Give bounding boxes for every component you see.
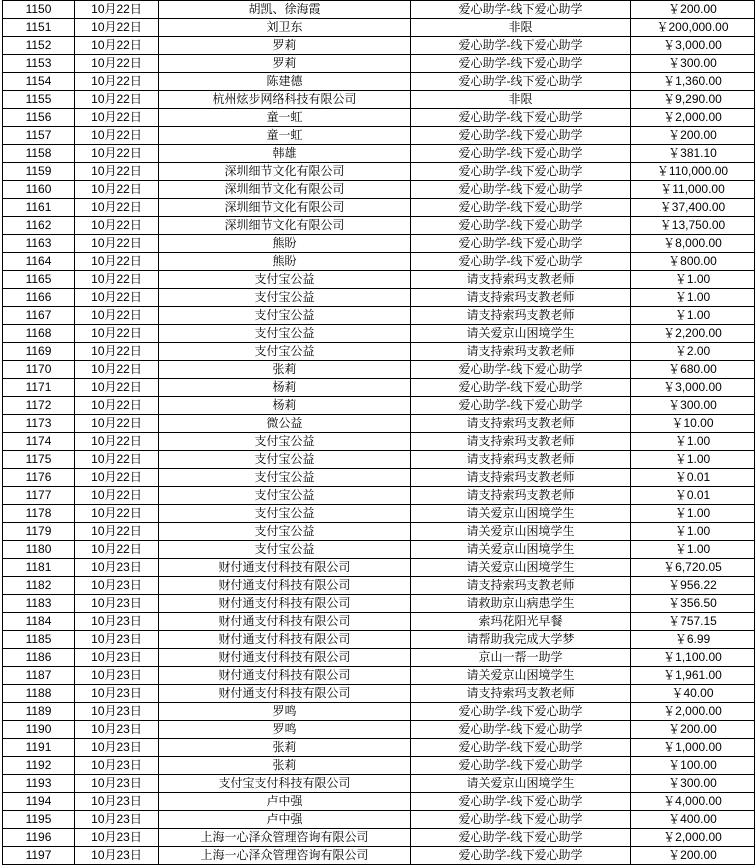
row-index: 1170 <box>3 361 75 379</box>
donation-project: 非限 <box>411 19 631 37</box>
table-row <box>3 199 755 217</box>
table-row <box>3 559 755 577</box>
donation-amount: ￥3,000.00 <box>631 37 755 55</box>
table-row <box>3 1 755 19</box>
donation-date: 10月23日 <box>75 757 159 775</box>
donation-amount: ￥11,000.00 <box>631 181 755 199</box>
row-index: 1174 <box>3 433 75 451</box>
donation-project: 爱心助学-线下爱心助学 <box>411 703 631 721</box>
donation-date: 10月22日 <box>75 361 159 379</box>
row-index: 1167 <box>3 307 75 325</box>
donation-amount: ￥13,750.00 <box>631 217 755 235</box>
donation-project: 请支持索玛支教老师 <box>411 271 631 289</box>
donation-project: 爱心助学-线下爱心助学 <box>411 199 631 217</box>
donor-name: 财付通支付科技有限公司 <box>159 559 411 577</box>
table-row <box>3 19 755 37</box>
donation-project: 京山一帮一助学 <box>411 649 631 667</box>
donation-date: 10月22日 <box>75 433 159 451</box>
donation-project: 请关爱京山困境学生 <box>411 667 631 685</box>
table-body <box>3 1 755 865</box>
donation-amount: ￥200.00 <box>631 721 755 739</box>
donation-project: 爱心助学-线下爱心助学 <box>411 793 631 811</box>
donation-amount: ￥1.00 <box>631 451 755 469</box>
table-row <box>3 289 755 307</box>
donation-amount: ￥300.00 <box>631 775 755 793</box>
table-row <box>3 739 755 757</box>
donor-name: 童一虹 <box>159 109 411 127</box>
table-row <box>3 379 755 397</box>
donor-name: 支付宝公益 <box>159 289 411 307</box>
donation-amount: ￥0.01 <box>631 469 755 487</box>
donor-name: 支付宝公益 <box>159 451 411 469</box>
row-index: 1158 <box>3 145 75 163</box>
donor-name: 财付通支付科技有限公司 <box>159 613 411 631</box>
row-index: 1192 <box>3 757 75 775</box>
donation-date: 10月23日 <box>75 703 159 721</box>
donation-project: 爱心助学-线下爱心助学 <box>411 1 631 19</box>
donation-date: 10月22日 <box>75 235 159 253</box>
donation-date: 10月23日 <box>75 667 159 685</box>
donation-date: 10月22日 <box>75 523 159 541</box>
donation-amount: ￥800.00 <box>631 253 755 271</box>
donation-date: 10月22日 <box>75 343 159 361</box>
donor-name: 熊盼 <box>159 235 411 253</box>
donation-project: 爱心助学-线下爱心助学 <box>411 379 631 397</box>
donation-date: 10月23日 <box>75 577 159 595</box>
donation-project: 请支持索玛支教老师 <box>411 469 631 487</box>
donation-project: 请支持索玛支教老师 <box>411 487 631 505</box>
donation-project: 爱心助学-线下爱心助学 <box>411 811 631 829</box>
donation-date: 10月23日 <box>75 721 159 739</box>
row-index: 1161 <box>3 199 75 217</box>
donation-date: 10月23日 <box>75 793 159 811</box>
donor-name: 罗莉 <box>159 37 411 55</box>
donor-name: 胡凯、徐海霞 <box>159 1 411 19</box>
table-row <box>3 541 755 559</box>
table-row <box>3 109 755 127</box>
donation-amount: ￥4,000.00 <box>631 793 755 811</box>
table-row <box>3 667 755 685</box>
donor-name: 财付通支付科技有限公司 <box>159 577 411 595</box>
donation-amount: ￥200,000.00 <box>631 19 755 37</box>
donation-project: 爱心助学-线下爱心助学 <box>411 73 631 91</box>
table-row <box>3 757 755 775</box>
donation-date: 10月22日 <box>75 127 159 145</box>
donation-project: 爱心助学-线下爱心助学 <box>411 55 631 73</box>
donation-project: 请关爱京山困境学生 <box>411 325 631 343</box>
donation-date: 10月22日 <box>75 217 159 235</box>
row-index: 1190 <box>3 721 75 739</box>
donation-amount: ￥300.00 <box>631 55 755 73</box>
donation-project: 爱心助学-线下爱心助学 <box>411 739 631 757</box>
donor-name: 深圳细节文化有限公司 <box>159 163 411 181</box>
donation-date: 10月22日 <box>75 1 159 19</box>
donation-date: 10月22日 <box>75 397 159 415</box>
row-index: 1172 <box>3 397 75 415</box>
donor-name: 深圳细节文化有限公司 <box>159 217 411 235</box>
row-index: 1152 <box>3 37 75 55</box>
row-index: 1178 <box>3 505 75 523</box>
donor-name: 张莉 <box>159 739 411 757</box>
donation-date: 10月22日 <box>75 541 159 559</box>
table-row <box>3 343 755 361</box>
donation-amount: ￥200.00 <box>631 1 755 19</box>
donor-name: 罗鸣 <box>159 703 411 721</box>
donation-project: 请支持索玛支教老师 <box>411 577 631 595</box>
row-index: 1165 <box>3 271 75 289</box>
donation-date: 10月22日 <box>75 469 159 487</box>
donation-project: 请救助京山病患学生 <box>411 595 631 613</box>
donation-amount: ￥100.00 <box>631 757 755 775</box>
donation-project: 爱心助学-线下爱心助学 <box>411 721 631 739</box>
donation-date: 10月22日 <box>75 271 159 289</box>
table-row <box>3 37 755 55</box>
donor-name: 深圳细节文化有限公司 <box>159 181 411 199</box>
donation-project: 爱心助学-线下爱心助学 <box>411 217 631 235</box>
table-row <box>3 829 755 847</box>
donation-project: 爱心助学-线下爱心助学 <box>411 253 631 271</box>
donation-amount: ￥1,000.00 <box>631 739 755 757</box>
row-index: 1162 <box>3 217 75 235</box>
donation-amount: ￥1.00 <box>631 433 755 451</box>
donation-amount: ￥9,290.00 <box>631 91 755 109</box>
row-index: 1179 <box>3 523 75 541</box>
donation-date: 10月22日 <box>75 55 159 73</box>
donation-date: 10月22日 <box>75 181 159 199</box>
donation-date: 10月22日 <box>75 109 159 127</box>
table-row <box>3 451 755 469</box>
table-row <box>3 415 755 433</box>
donation-project: 请关爱京山困境学生 <box>411 775 631 793</box>
row-index: 1176 <box>3 469 75 487</box>
donation-amount: ￥110,000.00 <box>631 163 755 181</box>
row-index: 1186 <box>3 649 75 667</box>
table-row <box>3 91 755 109</box>
donation-amount: ￥1.00 <box>631 271 755 289</box>
row-index: 1156 <box>3 109 75 127</box>
donation-amount: ￥1,360.00 <box>631 73 755 91</box>
donor-name: 上海一心泽众管理咨询有限公司 <box>159 847 411 865</box>
row-index: 1177 <box>3 487 75 505</box>
donation-project: 请帮助我完成大学梦 <box>411 631 631 649</box>
donor-name: 微公益 <box>159 415 411 433</box>
donation-amount: ￥1.00 <box>631 541 755 559</box>
donation-project: 非限 <box>411 91 631 109</box>
donation-project: 爱心助学-线下爱心助学 <box>411 109 631 127</box>
row-index: 1188 <box>3 685 75 703</box>
donor-name: 卢中强 <box>159 811 411 829</box>
row-index: 1157 <box>3 127 75 145</box>
donation-amount: ￥200.00 <box>631 127 755 145</box>
donation-date: 10月22日 <box>75 379 159 397</box>
donor-name: 支付宝公益 <box>159 487 411 505</box>
donor-name: 财付通支付科技有限公司 <box>159 685 411 703</box>
table-row <box>3 361 755 379</box>
donation-amount: ￥40.00 <box>631 685 755 703</box>
donation-date: 10月23日 <box>75 811 159 829</box>
donation-date: 10月23日 <box>75 775 159 793</box>
donation-date: 10月22日 <box>75 325 159 343</box>
donation-amount: ￥757.15 <box>631 613 755 631</box>
table-row <box>3 703 755 721</box>
donor-name: 支付宝公益 <box>159 505 411 523</box>
donation-amount: ￥1.00 <box>631 505 755 523</box>
donation-project: 爱心助学-线下爱心助学 <box>411 829 631 847</box>
donation-project: 爱心助学-线下爱心助学 <box>411 163 631 181</box>
donation-project: 请支持索玛支教老师 <box>411 415 631 433</box>
table-row <box>3 73 755 91</box>
donor-name: 支付宝公益 <box>159 469 411 487</box>
donation-date: 10月23日 <box>75 847 159 865</box>
donation-amount: ￥3,000.00 <box>631 379 755 397</box>
donation-project: 索玛花阳光早餐 <box>411 613 631 631</box>
donor-name: 支付宝公益 <box>159 523 411 541</box>
table-row <box>3 775 755 793</box>
donor-name: 刘卫东 <box>159 19 411 37</box>
row-index: 1181 <box>3 559 75 577</box>
donor-name: 支付宝公益 <box>159 325 411 343</box>
donor-name: 童一虹 <box>159 127 411 145</box>
donation-date: 10月23日 <box>75 613 159 631</box>
donor-name: 财付通支付科技有限公司 <box>159 595 411 613</box>
donation-amount: ￥680.00 <box>631 361 755 379</box>
donation-amount: ￥2.00 <box>631 343 755 361</box>
row-index: 1191 <box>3 739 75 757</box>
row-index: 1164 <box>3 253 75 271</box>
table-row <box>3 433 755 451</box>
donation-amount: ￥400.00 <box>631 811 755 829</box>
row-index: 1173 <box>3 415 75 433</box>
donor-name: 杨莉 <box>159 397 411 415</box>
donation-amount: ￥1.00 <box>631 289 755 307</box>
donation-amount: ￥300.00 <box>631 397 755 415</box>
row-index: 1189 <box>3 703 75 721</box>
donation-project: 请支持索玛支教老师 <box>411 307 631 325</box>
table-row <box>3 685 755 703</box>
donation-date: 10月22日 <box>75 19 159 37</box>
table-row <box>3 523 755 541</box>
row-index: 1184 <box>3 613 75 631</box>
donation-amount: ￥1,961.00 <box>631 667 755 685</box>
donor-name: 杭州炫步网络科技有限公司 <box>159 91 411 109</box>
donor-name: 罗莉 <box>159 55 411 73</box>
donation-date: 10月23日 <box>75 829 159 847</box>
row-index: 1175 <box>3 451 75 469</box>
row-index: 1166 <box>3 289 75 307</box>
donation-amount: ￥2,000.00 <box>631 703 755 721</box>
donation-project: 爱心助学-线下爱心助学 <box>411 757 631 775</box>
row-index: 1160 <box>3 181 75 199</box>
row-index: 1154 <box>3 73 75 91</box>
table-row <box>3 793 755 811</box>
donation-amount: ￥2,000.00 <box>631 829 755 847</box>
table-row <box>3 631 755 649</box>
donor-name: 支付宝公益 <box>159 271 411 289</box>
donor-name: 财付通支付科技有限公司 <box>159 631 411 649</box>
donor-name: 支付宝公益 <box>159 307 411 325</box>
donation-project: 爱心助学-线下爱心助学 <box>411 361 631 379</box>
donor-name: 韩雄 <box>159 145 411 163</box>
donation-date: 10月23日 <box>75 649 159 667</box>
donation-amount: ￥2,200.00 <box>631 325 755 343</box>
table-row <box>3 811 755 829</box>
row-index: 1153 <box>3 55 75 73</box>
donor-name: 支付宝公益 <box>159 541 411 559</box>
donation-date: 10月22日 <box>75 307 159 325</box>
donation-amount: ￥6.99 <box>631 631 755 649</box>
donation-project: 请支持索玛支教老师 <box>411 685 631 703</box>
donor-name: 支付宝支付科技有限公司 <box>159 775 411 793</box>
row-index: 1196 <box>3 829 75 847</box>
donation-project: 请关爱京山困境学生 <box>411 559 631 577</box>
donor-name: 杨莉 <box>159 379 411 397</box>
donation-project: 爱心助学-线下爱心助学 <box>411 181 631 199</box>
donation-amount: ￥356.50 <box>631 595 755 613</box>
donation-amount: ￥200.00 <box>631 847 755 865</box>
donor-name: 罗鸣 <box>159 721 411 739</box>
donation-date: 10月23日 <box>75 685 159 703</box>
row-index: 1195 <box>3 811 75 829</box>
donation-project: 爱心助学-线下爱心助学 <box>411 235 631 253</box>
donation-date: 10月22日 <box>75 505 159 523</box>
donation-project: 请支持索玛支教老师 <box>411 433 631 451</box>
donation-amount: ￥8,000.00 <box>631 235 755 253</box>
donation-project: 请关爱京山困境学生 <box>411 505 631 523</box>
row-index: 1194 <box>3 793 75 811</box>
table-row <box>3 145 755 163</box>
row-index: 1182 <box>3 577 75 595</box>
donation-amount: ￥956.22 <box>631 577 755 595</box>
donor-name: 张莉 <box>159 757 411 775</box>
donor-name: 卢中强 <box>159 793 411 811</box>
donation-date: 10月22日 <box>75 415 159 433</box>
table-row <box>3 181 755 199</box>
donation-date: 10月23日 <box>75 559 159 577</box>
table-row <box>3 595 755 613</box>
donation-records-table <box>2 0 755 865</box>
row-index: 1171 <box>3 379 75 397</box>
table-row <box>3 721 755 739</box>
donor-name: 熊盼 <box>159 253 411 271</box>
table-row <box>3 649 755 667</box>
row-index: 1185 <box>3 631 75 649</box>
row-index: 1159 <box>3 163 75 181</box>
donation-project: 请支持索玛支教老师 <box>411 289 631 307</box>
row-index: 1163 <box>3 235 75 253</box>
table-row <box>3 469 755 487</box>
row-index: 1155 <box>3 91 75 109</box>
table-row <box>3 613 755 631</box>
donation-amount: ￥37,400.00 <box>631 199 755 217</box>
donation-date: 10月22日 <box>75 91 159 109</box>
donation-project: 请支持索玛支教老师 <box>411 451 631 469</box>
row-index: 1169 <box>3 343 75 361</box>
donor-name: 财付通支付科技有限公司 <box>159 667 411 685</box>
donation-amount: ￥381.10 <box>631 145 755 163</box>
donation-project: 爱心助学-线下爱心助学 <box>411 847 631 865</box>
table-row <box>3 271 755 289</box>
row-index: 1150 <box>3 1 75 19</box>
donation-amount: ￥1,100.00 <box>631 649 755 667</box>
donation-date: 10月22日 <box>75 253 159 271</box>
table-row <box>3 217 755 235</box>
donation-project: 请关爱京山困境学生 <box>411 541 631 559</box>
donation-date: 10月22日 <box>75 451 159 469</box>
donation-amount: ￥0.01 <box>631 487 755 505</box>
row-index: 1180 <box>3 541 75 559</box>
table-row <box>3 577 755 595</box>
donation-project: 爱心助学-线下爱心助学 <box>411 127 631 145</box>
table-row <box>3 847 755 865</box>
donation-project: 请关爱京山困境学生 <box>411 523 631 541</box>
donation-date: 10月22日 <box>75 289 159 307</box>
table-row <box>3 505 755 523</box>
donation-date: 10月23日 <box>75 631 159 649</box>
table-row <box>3 163 755 181</box>
donation-project: 请支持索玛支教老师 <box>411 343 631 361</box>
donor-name: 支付宝公益 <box>159 433 411 451</box>
row-index: 1183 <box>3 595 75 613</box>
donation-date: 10月23日 <box>75 739 159 757</box>
row-index: 1197 <box>3 847 75 865</box>
donation-amount: ￥1.00 <box>631 307 755 325</box>
donation-amount: ￥1.00 <box>631 523 755 541</box>
table-row <box>3 307 755 325</box>
row-index: 1193 <box>3 775 75 793</box>
donation-project: 爱心助学-线下爱心助学 <box>411 397 631 415</box>
table-row <box>3 235 755 253</box>
donor-name: 陈建德 <box>159 73 411 91</box>
donor-name: 财付通支付科技有限公司 <box>159 649 411 667</box>
table-row <box>3 253 755 271</box>
donor-name: 深圳细节文化有限公司 <box>159 199 411 217</box>
donation-project: 爱心助学-线下爱心助学 <box>411 145 631 163</box>
donation-date: 10月22日 <box>75 73 159 91</box>
table-row <box>3 487 755 505</box>
donation-amount: ￥10.00 <box>631 415 755 433</box>
table-row <box>3 55 755 73</box>
donor-name: 上海一心泽众管理咨询有限公司 <box>159 829 411 847</box>
donation-date: 10月22日 <box>75 37 159 55</box>
donation-project: 爱心助学-线下爱心助学 <box>411 37 631 55</box>
donation-date: 10月22日 <box>75 199 159 217</box>
row-index: 1168 <box>3 325 75 343</box>
donation-amount: ￥2,000.00 <box>631 109 755 127</box>
row-index: 1187 <box>3 667 75 685</box>
donation-date: 10月22日 <box>75 163 159 181</box>
donation-amount: ￥6,720.05 <box>631 559 755 577</box>
donation-date: 10月22日 <box>75 487 159 505</box>
table-row <box>3 325 755 343</box>
donor-name: 张莉 <box>159 361 411 379</box>
donation-date: 10月22日 <box>75 145 159 163</box>
row-index: 1151 <box>3 19 75 37</box>
table-row <box>3 397 755 415</box>
table-row <box>3 127 755 145</box>
donor-name: 支付宝公益 <box>159 343 411 361</box>
donation-date: 10月23日 <box>75 595 159 613</box>
